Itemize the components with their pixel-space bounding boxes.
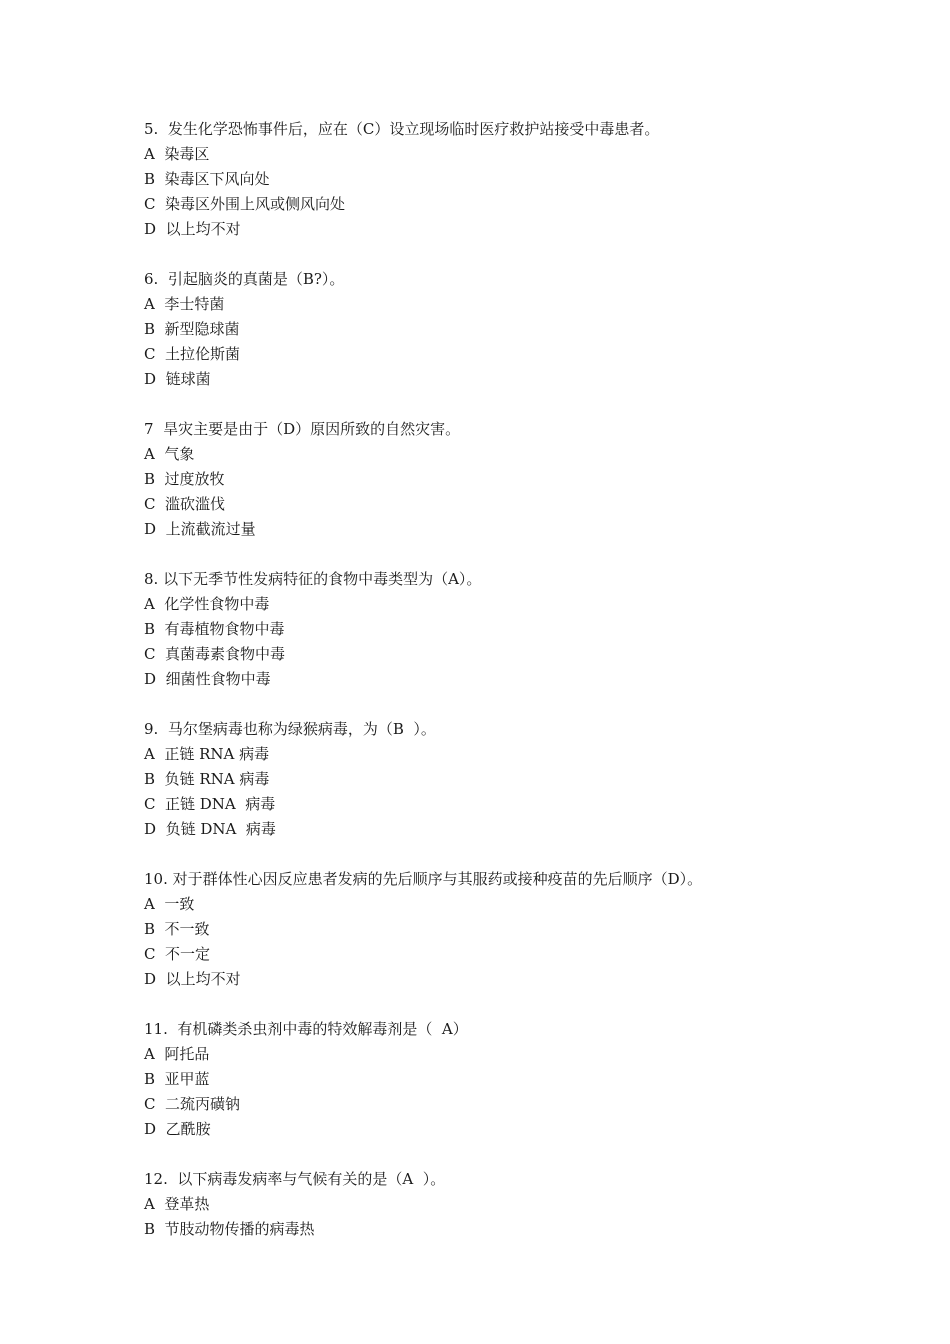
question-12 — [144, 1167, 904, 1242]
option-a: A 登革热 — [144, 1195, 210, 1213]
question-stem: 5. 发生化学恐怖事件后，应在（C）设立现场临时医疗救护站接受中毒患者。 — [144, 120, 660, 138]
option-d: D 负链 DNA 病毒 — [144, 820, 276, 838]
question-5 — [144, 117, 904, 242]
question-stem: 8. 以下无季节性发病特征的食物中毒类型为（A）。 — [144, 570, 482, 588]
question-stem: 6. 引起脑炎的真菌是（B?）。 — [144, 270, 345, 288]
question-10 — [144, 867, 904, 992]
option-c: C 真菌毒素食物中毒 — [144, 645, 286, 663]
option-c: C 滥砍滥伐 — [144, 495, 226, 513]
question-9 — [144, 717, 904, 842]
option-b: B 节肢动物传播的病毒热 — [144, 1220, 315, 1238]
option-d: D 以上均不对 — [144, 220, 241, 238]
option-a: A 气象 — [144, 445, 195, 463]
question-stem: 11. 有机磷类杀虫剂中毒的特效解毒剂是（ A） — [144, 1020, 468, 1038]
question-stem: 9. 马尔堡病毒也称为绿猴病毒，为（B ）。 — [144, 720, 436, 738]
option-b: B 新型隐球菌 — [144, 320, 240, 338]
option-a: A 正链 RNA 病毒 — [144, 745, 270, 763]
question-7 — [144, 417, 904, 542]
question-stem: 7 旱灾主要是由于（D）原因所致的自然灾害。 — [144, 420, 461, 438]
option-b: B 亚甲蓝 — [144, 1070, 210, 1088]
option-b: B 染毒区下风向处 — [144, 170, 270, 188]
option-a: A 染毒区 — [144, 145, 210, 163]
option-a: A 李士特菌 — [144, 295, 225, 313]
question-11 — [144, 1017, 904, 1142]
option-d: D 链球菌 — [144, 370, 211, 388]
option-b: B 有毒植物食物中毒 — [144, 620, 285, 638]
option-a: A 一致 — [144, 895, 195, 913]
option-b: B 不一致 — [144, 920, 210, 938]
option-b: B 过度放牧 — [144, 470, 225, 488]
option-b: B 负链 RNA 病毒 — [144, 770, 270, 788]
option-c: C 土拉伦斯菌 — [144, 345, 241, 363]
option-d: D 以上均不对 — [144, 970, 241, 988]
option-a: A 阿托品 — [144, 1045, 210, 1063]
question-stem: 12. 以下病毒发病率与气候有关的是（A ）。 — [144, 1170, 446, 1188]
document-page — [144, 117, 904, 1267]
question-stem: 10. 对于群体性心因反应患者发病的先后顺序与其服药或接种疫苗的先后顺序（D）。 — [144, 870, 703, 888]
option-d: D 细菌性食物中毒 — [144, 670, 271, 688]
option-d: D 上流截流过量 — [144, 520, 256, 538]
question-8 — [144, 567, 904, 692]
option-c: C 染毒区外围上风或侧风向处 — [144, 195, 346, 213]
option-d: D 乙酰胺 — [144, 1120, 211, 1138]
option-a: A 化学性食物中毒 — [144, 595, 270, 613]
option-c: C 不一定 — [144, 945, 211, 963]
option-c: C 正链 DNA 病毒 — [144, 795, 276, 813]
question-6 — [144, 267, 904, 392]
option-c: C 二巯丙磺钠 — [144, 1095, 241, 1113]
